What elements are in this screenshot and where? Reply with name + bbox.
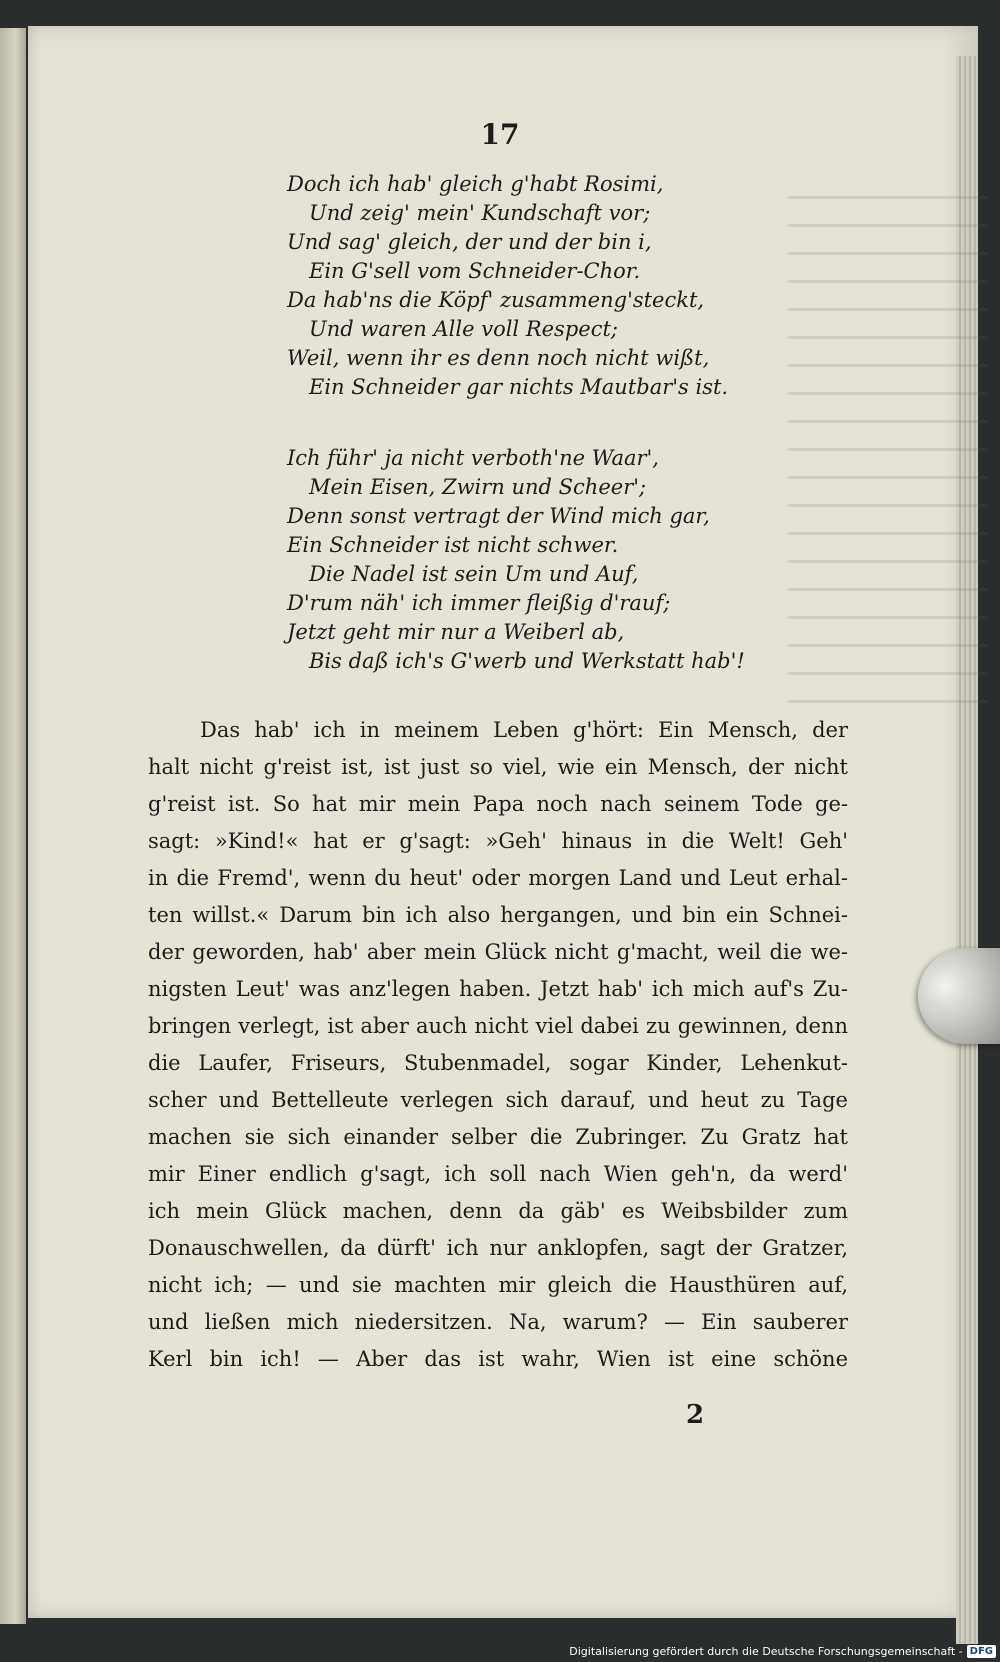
verse-line: Ein Schneider ist nicht schwer.: [287, 533, 619, 557]
prose-line: nigsten Leut' was anz'legen haben. Jetzt hab' ich mich auf's Zu-: [148, 977, 848, 1001]
verse-line: Und sag' gleich, der und der bin i,: [287, 230, 652, 254]
verse-line: Jetzt geht mir nur a Weiberl ab,: [287, 620, 625, 644]
prose-line: machen sie sich einander selber die Zubringer. Zu Gratz hat: [148, 1125, 848, 1149]
prose-paragraph: [148, 712, 848, 1378]
verse-line: Ein Schneider gar nichts Mautbar's ist.: [309, 375, 729, 399]
prose-line: Das hab' ich in meinem Leben g'hört: Ein Mensch, der: [200, 718, 848, 742]
dfg-logo-icon: DFG: [967, 1645, 996, 1658]
verse-line: Denn sonst vertragt der Wind mich gar,: [287, 504, 710, 528]
prose-line: mir Einer endlich g'sagt, ich soll nach Wien geh'n, da werd': [148, 1162, 848, 1186]
prose-line: der geworden, hab' aber mein Glück nicht g'macht, weil die we-: [148, 940, 848, 964]
verse-line: Da hab'ns die Köpf' zusammeng'steckt,: [287, 288, 705, 312]
digitization-footer: [569, 1642, 996, 1660]
verse-line: Ich führ' ja nicht verboth'ne Waar',: [287, 446, 659, 470]
prose-line: Kerl bin ich! — Aber das ist wahr, Wien ist eine schöne: [148, 1347, 848, 1371]
verse-line: Mein Eisen, Zwirn und Scheer';: [309, 475, 647, 499]
prose-line: Donauschwellen, da dürft' ich nur anklopfen, sagt der Gratzer,: [148, 1236, 848, 1260]
prose-line: nicht ich; — und sie machten mir gleich die Hausthüren auf,: [148, 1273, 848, 1297]
prose-line: halt nicht g'reist ist, ist just so viel, wie ein Mensch, der nicht: [148, 755, 848, 779]
prose-line: und ließen mich niedersitzen. Na, warum? — Ein sauberer: [148, 1310, 848, 1334]
signature-mark: 2: [686, 1400, 705, 1430]
verse-line: Weil, wenn ihr es denn noch nicht wißt,: [287, 346, 710, 370]
verse-line: Ein G'sell vom Schneider-Chor.: [309, 259, 641, 283]
page-number: 17: [480, 118, 520, 151]
show-through-text: [788, 196, 988, 756]
verse-line: Die Nadel ist sein Um und Auf,: [309, 562, 639, 586]
prose-line: sagt: »Kind!« hat er g'sagt: »Geh' hinaus in die Welt! Geh': [148, 829, 848, 853]
verse-stanza-1: [287, 170, 728, 402]
verse-stanza-2: [287, 444, 745, 676]
prose-line: bringen verlegt, ist aber auch nicht viel dabei zu gewinnen, denn: [148, 1014, 848, 1038]
verse-line: D'rum näh' ich immer fleißig d'rauf;: [287, 591, 671, 615]
prose-line: scher und Bettelleute verlegen sich darauf, und heut zu Tage: [148, 1088, 848, 1112]
prose-line: die Laufer, Friseurs, Stubenmadel, sogar Kinder, Lehenkut-: [148, 1051, 848, 1075]
prose-line: ten willst.« Darum bin ich also hergangen, und bin ein Schnei-: [148, 903, 848, 927]
verse-line: Bis daß ich's G'werb und Werkstatt hab'!: [309, 649, 745, 673]
verse-line: Und waren Alle voll Respect;: [309, 317, 618, 341]
footer-text: Digitalisierung gefördert durch die Deutsche Forschungsgemeinschaft -: [569, 1644, 963, 1658]
prose-line: ich mein Glück machen, denn da gäb' es Weibsbilder zum: [148, 1199, 848, 1223]
verse-line: Und zeig' mein' Kundschaft vor;: [309, 201, 651, 225]
prose-line: g'reist ist. So hat mir mein Papa noch nach seinem Tode ge-: [148, 792, 848, 816]
verse-line: Doch ich hab' gleich g'habt Rosimi,: [287, 172, 664, 196]
left-page-edge: [0, 28, 26, 1624]
prose-line: in die Fremd', wenn du heut' oder morgen Land und Leut erhal-: [148, 866, 848, 890]
